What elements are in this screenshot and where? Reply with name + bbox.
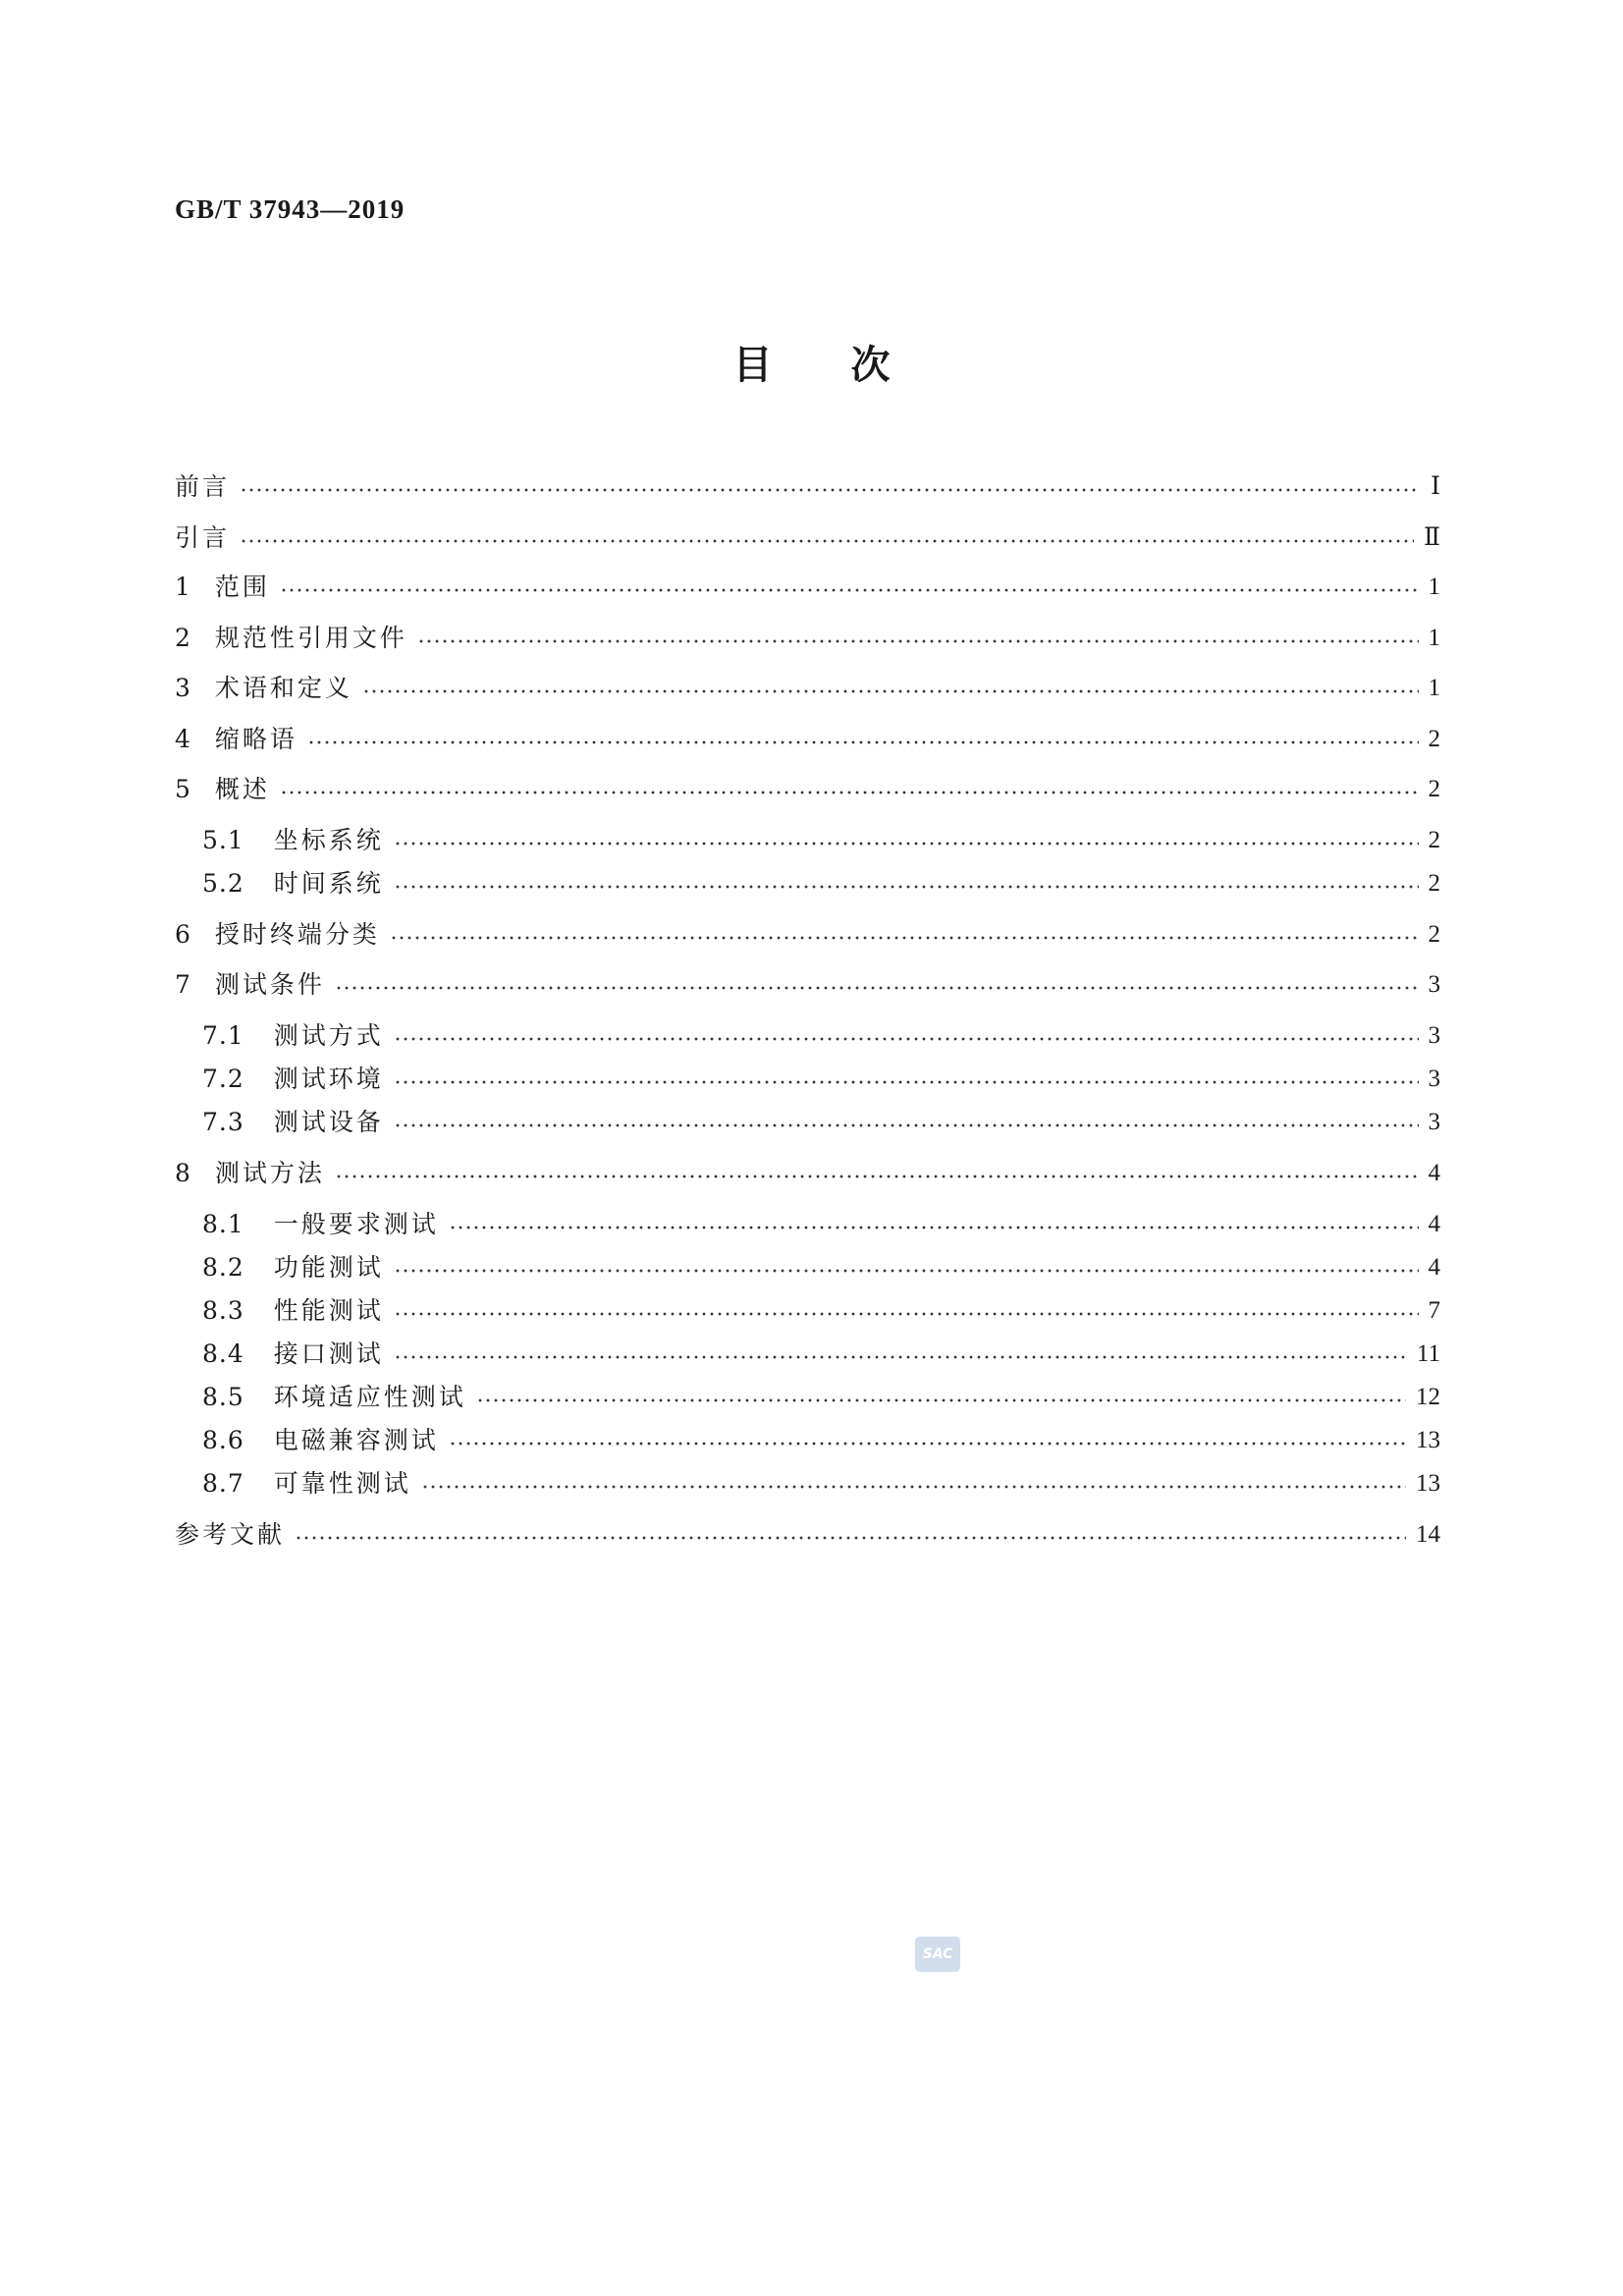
toc-entry-number: 7.3	[202, 1108, 244, 1136]
dot-leader	[394, 1265, 1419, 1277]
dot-leader	[335, 982, 1419, 994]
toc-entry-page: 14	[1416, 1521, 1440, 1548]
toc-entry-page: 4	[1428, 1254, 1440, 1281]
dot-leader	[394, 838, 1419, 849]
toc-entry-number: 6	[175, 920, 191, 949]
toc-entry-label: 测试方式	[273, 1021, 384, 1050]
dot-leader	[335, 1171, 1419, 1182]
toc-entry-page: 2	[1428, 726, 1440, 752]
table-of-contents	[175, 0, 1440, 2296]
toc-entry-number: 8.6	[202, 1426, 244, 1454]
toc-entry-page: 4	[1428, 1211, 1440, 1237]
toc-entry-label: 规范性引用文件	[214, 624, 407, 652]
toc-entry-label: 电磁兼容测试	[273, 1426, 439, 1454]
toc-entry[interactable]	[175, 621, 1440, 656]
toc-entry-page: 3	[1428, 1022, 1440, 1049]
toc-entry-page: 7	[1428, 1297, 1440, 1324]
toc-entry[interactable]	[175, 722, 1440, 757]
toc-entry-page: 2	[1428, 870, 1440, 897]
toc-entry-page: 2	[1428, 827, 1440, 853]
toc-entry-number: 5.2	[202, 869, 244, 898]
toc-entry-number: 8.1	[202, 1210, 244, 1238]
toc-entry-page: 1	[1428, 574, 1440, 600]
dot-leader	[240, 484, 1419, 496]
dot-leader	[394, 1120, 1419, 1131]
toc-entry[interactable]	[202, 1293, 1440, 1329]
toc-title-char-1: 目	[732, 343, 773, 388]
toc-entry-label: 缩略语	[214, 725, 298, 753]
dot-leader	[449, 1438, 1406, 1449]
toc-entry-number: 7.1	[202, 1021, 244, 1050]
toc-entry-number: 7.2	[202, 1065, 244, 1093]
dot-leader	[280, 787, 1419, 798]
toc-entry-number: 5.1	[202, 826, 244, 854]
dot-leader	[394, 881, 1419, 893]
toc-entry[interactable]	[175, 520, 1440, 556]
toc-entry[interactable]	[202, 1207, 1440, 1242]
toc-entry-label: 测试方法	[214, 1159, 325, 1187]
toc-entry[interactable]	[202, 1423, 1440, 1458]
standard-code: GB/T 37943—2019	[175, 194, 406, 224]
toc-entry-page: 3	[1428, 1109, 1440, 1135]
dot-leader	[421, 1481, 1406, 1493]
toc-entry[interactable]	[202, 1380, 1440, 1415]
toc-entry-number: 8.2	[202, 1253, 244, 1282]
toc-entry[interactable]	[175, 1156, 1440, 1191]
toc-entry-label: 测试条件	[214, 970, 325, 999]
toc-entry-page: 12	[1416, 1384, 1440, 1410]
toc-entry-number: 8.5	[202, 1383, 244, 1411]
toc-entry[interactable]	[202, 1466, 1440, 1502]
toc-entry-number: 4	[175, 725, 191, 753]
toc-entry-page: 2	[1428, 776, 1440, 802]
dot-leader	[417, 635, 1419, 647]
toc-entry-number: 5	[175, 775, 191, 803]
toc-entry-label: 坐标系统	[273, 826, 384, 854]
dot-leader	[280, 584, 1419, 596]
toc-entry-label: 测试设备	[273, 1108, 384, 1136]
dot-leader	[394, 1351, 1407, 1363]
toc-entry-label: 测试环境	[273, 1065, 384, 1093]
toc-entry-label: 可靠性测试	[273, 1469, 411, 1498]
toc-entry-label: 术语和定义	[214, 674, 352, 702]
toc-entry[interactable]	[202, 1018, 1440, 1054]
toc-entry-number: 3	[175, 674, 191, 702]
toc-entry[interactable]	[175, 967, 1440, 1003]
toc-entry-number: 8	[175, 1159, 191, 1187]
dot-leader	[362, 685, 1419, 697]
toc-entry-number: 7	[175, 970, 191, 999]
dot-leader	[449, 1222, 1419, 1233]
toc-entry[interactable]	[202, 1250, 1440, 1285]
toc-entry[interactable]	[175, 772, 1440, 807]
toc-entry-page: Ⅱ	[1424, 524, 1440, 551]
toc-entry-page: 1	[1428, 625, 1440, 651]
toc-entry-page: 3	[1428, 1066, 1440, 1092]
dot-leader	[240, 535, 1414, 547]
toc-entry-number: 1	[175, 573, 191, 601]
dot-leader	[476, 1394, 1406, 1406]
toc-entry[interactable]	[175, 671, 1440, 706]
toc-entry[interactable]	[202, 1337, 1440, 1372]
dot-leader	[394, 1308, 1419, 1320]
toc-entry-label: 接口测试	[273, 1339, 384, 1368]
toc-entry-label: 功能测试	[273, 1253, 384, 1282]
dot-leader	[307, 737, 1419, 748]
toc-entry-label: 性能测试	[273, 1296, 384, 1325]
toc-entry-number: 8.3	[202, 1296, 244, 1325]
toc-entry-page: 13	[1416, 1470, 1440, 1497]
dot-leader	[295, 1532, 1406, 1544]
watermark-text: SAC	[922, 1946, 953, 1962]
toc-entry-page: 1	[1428, 675, 1440, 701]
toc-entry[interactable]	[175, 469, 1440, 505]
toc-entry[interactable]	[175, 570, 1440, 605]
toc-entry[interactable]	[202, 1062, 1440, 1097]
toc-entry-label: 范围	[214, 573, 270, 601]
dot-leader	[394, 1076, 1419, 1088]
toc-entry[interactable]	[202, 1105, 1440, 1140]
toc-entry-label: 参考文献	[175, 1520, 286, 1549]
toc-entry-number: 8.7	[202, 1469, 244, 1498]
toc-entry-label: 时间系统	[273, 869, 384, 898]
toc-entry-page: Ⅰ	[1431, 473, 1440, 500]
toc-entry-label: 环境适应性测试	[273, 1383, 466, 1411]
toc-entry-label: 一般要求测试	[273, 1210, 439, 1238]
toc-entry[interactable]	[175, 1517, 1440, 1553]
toc-entry[interactable]	[202, 823, 1440, 858]
dot-leader	[394, 1033, 1419, 1045]
toc-entry[interactable]	[202, 866, 1440, 902]
dot-leader	[390, 932, 1419, 944]
toc-entry-page: 4	[1428, 1160, 1440, 1186]
toc-entry-number: 8.4	[202, 1339, 244, 1368]
toc-entry-label: 引言	[175, 523, 231, 552]
toc-title-char-2: 次	[850, 343, 891, 388]
sac-watermark-logo	[915, 1937, 960, 1972]
toc-entry-page: 11	[1416, 1340, 1440, 1367]
toc-entry-page: 2	[1428, 921, 1440, 948]
toc-entry-label: 授时终端分类	[214, 920, 380, 949]
toc-entry-label: 概述	[214, 775, 270, 803]
toc-entry[interactable]	[175, 917, 1440, 953]
toc-entry-label: 前言	[175, 472, 231, 501]
toc-entry-page: 3	[1428, 971, 1440, 998]
toc-entry-page: 13	[1416, 1427, 1440, 1453]
toc-entry-number: 2	[175, 624, 191, 652]
